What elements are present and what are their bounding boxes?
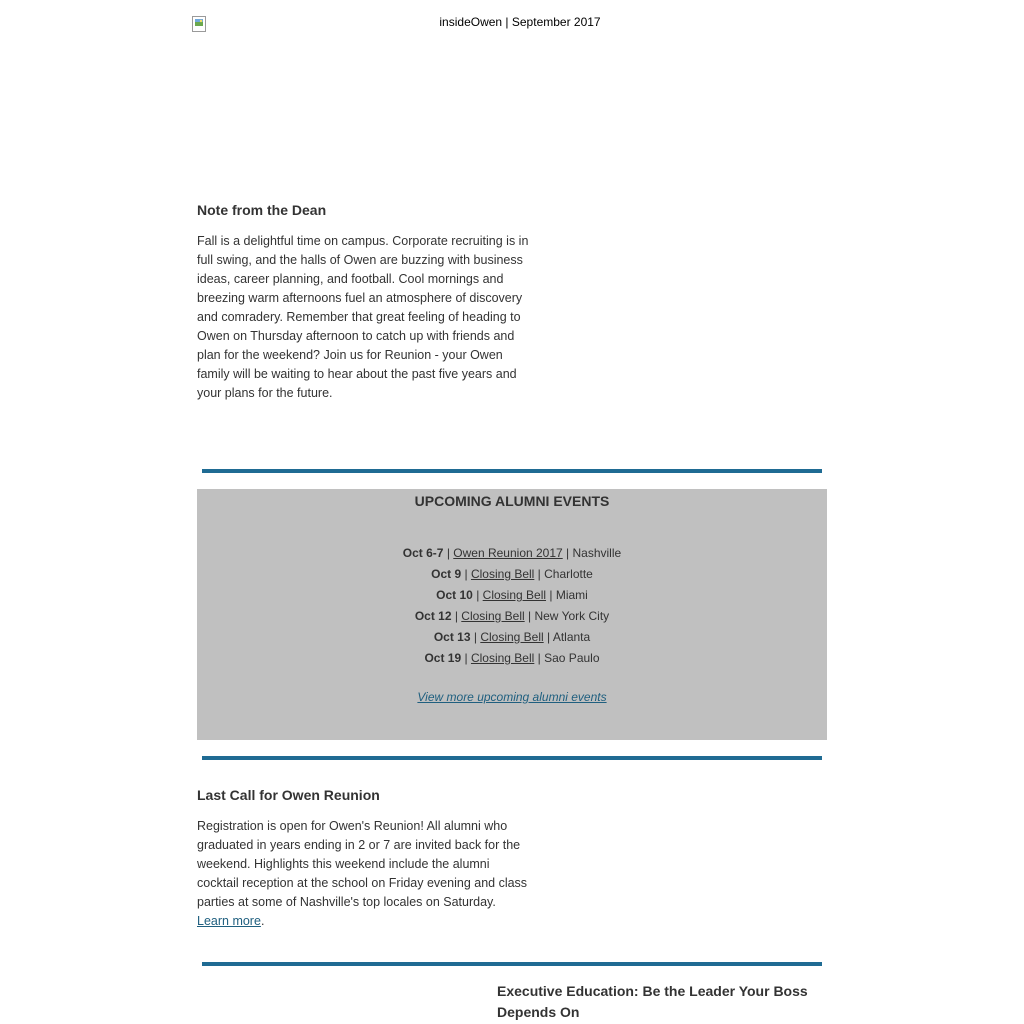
- event-city: Charlotte: [544, 567, 593, 581]
- event-date: Oct 19: [424, 651, 462, 665]
- event-row: [197, 648, 827, 669]
- event-date: Oct 10: [436, 588, 473, 602]
- exec-ed-title: Executive Education: Be the Leader Your Boss Depends On: [497, 983, 808, 1020]
- event-separator: |: [470, 630, 481, 644]
- event-separator: |: [443, 546, 454, 560]
- events-title: UPCOMING ALUMNI EVENTS: [414, 493, 610, 509]
- event-separator: |: [524, 609, 535, 623]
- event-row: [197, 606, 827, 627]
- event-separator: |: [472, 588, 483, 602]
- event-separator: |: [543, 630, 553, 644]
- event-row: [197, 627, 827, 648]
- section-divider: [202, 756, 822, 760]
- learn-more-link[interactable]: Learn more: [197, 914, 261, 928]
- view-more-events-link[interactable]: View more upcoming alumni events: [417, 690, 607, 704]
- event-row: [197, 564, 827, 585]
- event-link[interactable]: Closing Bell: [470, 651, 535, 665]
- event-separator: |: [546, 588, 556, 602]
- event-link[interactable]: Closing Bell: [461, 609, 525, 623]
- reunion-title: Last Call for Owen Reunion: [197, 787, 380, 803]
- section-divider: [202, 469, 822, 473]
- upcoming-events-box: [197, 489, 827, 740]
- event-row: [197, 585, 827, 606]
- event-city: New York City: [534, 609, 610, 623]
- event-row: [197, 543, 827, 564]
- events-list: [197, 543, 827, 669]
- event-link[interactable]: Closing Bell: [482, 588, 547, 602]
- dean-note-body: Fall is a delightful time on campus. Corporate recruiting is in full swing, and the halls of Owen are buzzing with business ideas, career planning, and football. Cool mornings and breezing warm afternoons fuel an atmosphere of discovery and comradery. Remember that great feeling of heading to Owen on Thursday afternoon to catch up with friends and plan for the weekend? Join us for Reunion - your Owen family will be waiting to hear about the past five years and your plans for the future.: [197, 234, 529, 400]
- event-date: Oct 6-7: [402, 546, 444, 560]
- dean-note-section: [197, 201, 529, 403]
- event-city: Atlanta: [552, 630, 591, 644]
- event-separator: |: [534, 567, 545, 581]
- reunion-body-trailing: .: [260, 914, 265, 928]
- reunion-body: [197, 817, 529, 931]
- reunion-body-text: Registration is open for Owen's Reunion! All alumni who graduated in years ending in 2 or 7 are invited back for the weekend. Highlights this weekend include the alumni cocktail reception at the school on Friday evening and class parties at some of Nashville's top locales on Saturday.: [197, 819, 528, 909]
- event-separator: |: [461, 651, 471, 665]
- newsletter-header: [192, 14, 832, 34]
- event-city: Nashville: [572, 546, 622, 560]
- event-date: Oct 13: [433, 630, 471, 644]
- event-separator: |: [451, 609, 462, 623]
- event-city: Miami: [555, 588, 588, 602]
- event-link[interactable]: Closing Bell: [470, 567, 535, 581]
- event-separator: |: [461, 567, 471, 581]
- event-separator: |: [534, 651, 545, 665]
- newsletter-title: insideOwen | September 2017: [439, 15, 601, 29]
- event-separator: |: [562, 546, 573, 560]
- reunion-section: [197, 786, 529, 931]
- event-link[interactable]: Owen Reunion 2017: [453, 546, 563, 560]
- event-date: Oct 9: [431, 567, 462, 581]
- event-link[interactable]: Closing Bell: [480, 630, 544, 644]
- event-date: Oct 12: [414, 609, 452, 623]
- event-city: Sao Paulo: [544, 651, 600, 665]
- section-divider: [202, 962, 822, 966]
- more-events-row: [197, 690, 827, 704]
- dean-note-title: Note from the Dean: [197, 202, 327, 218]
